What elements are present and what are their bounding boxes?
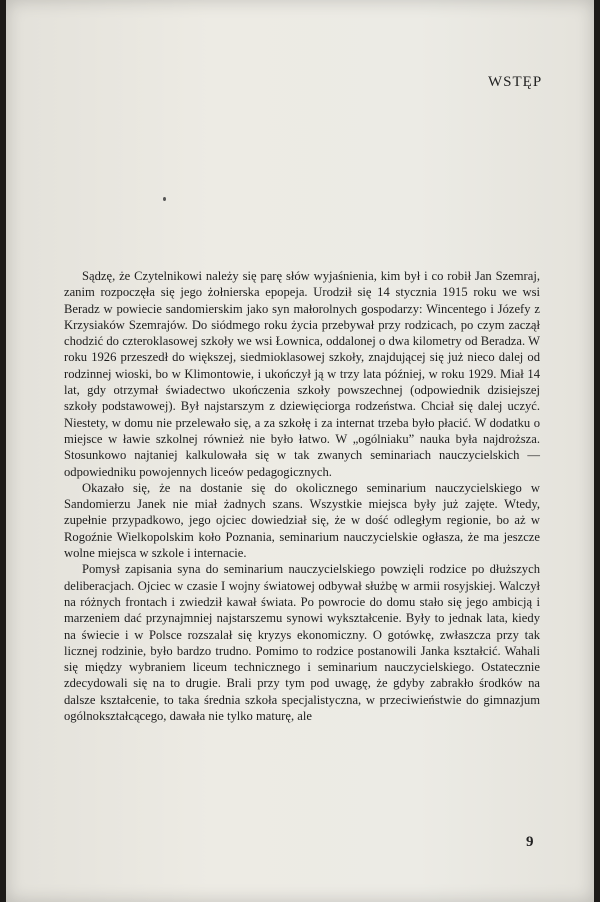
book-page [6, 0, 594, 902]
paragraph-2: Okazało się, że na dostanie się do okolicznego seminarium nauczycielskiego w Sandomierzu Janek nie miał żadnych szans. Wszystkie miejsca były już zajęte. Wtedy, zupełnie przypadkowo, jego ojciec dowiedział się, że w dość odległym regionie, bo aż w Rogoźnie Wielkopolskim koło Poznania, seminarium nauczycielskie ogłasza, że ma jeszcze wolne miejsca w szkole i internacie. [64, 480, 540, 561]
page-number: 9 [526, 834, 534, 850]
chapter-heading: WSTĘP [488, 74, 543, 90]
paragraph-1: Sądzę, że Czytelnikowi należy się parę słów wyjaśnienia, kim był i co robił Jan Szemraj, zanim rozpoczęła się jego żołnierska epopeja. Urodził się 14 stycznia 1915 roku we wsi Beradz w powiecie sandomierskim jako syn małorolnych gospodarzy: Wincentego i Józefy z Krzysiaków Szemrajów. Do siódmego roku życia przebywał przy rodzicach, po czym zaczął chodzić do czteroklasowej szkoły we wsi Łownica, oddalonej o dwa kilometry od Beradza. W roku 1926 przeszedł do większej, siedmioklasowej szkoły, znajdującej się już nieco dalej od rodzinnej wioski, bo w Klimontowie, i ukończył ją w trzy lata później, w roku 1929. Miał 14 lat, gdy otrzymał świadectwo ukończenia szkoły powszechnej (odpowiednik dzisiejszej szkoły podstawowej). Był najstarszym z dziewięciorga rodzeństwa. Chciał się dalej uczyć. Niestety, w domu nie przelewało się, a za szkołę i za internat trzeba było płacić. W dodatku o miejsce w ławie szkolnej również nie było łatwo. W „ogólniaku” nauka była najdroższa. Stosunkowo najtaniej kalkulowała się w tak zwanych seminariach nauczycielskich — odpowiedniku powojennych liceów pedagogicznych. [64, 269, 540, 479]
paragraph-3: Pomysł zapisania syna do seminarium nauczycielskiego powzięli rodzice po dłuższych deliberacjach. Ojciec w czasie I wojny światowej odbywał służbę w armii rosyjskiej. Walczył na różnych frontach i zwiedził kawał świata. Po powrocie do domu stało się jego ambicją i marzeniem dać przynajmniej najstarszemu synowi wykształcenie. Były to jednak lata, kiedy na świecie i w Polsce rozszalał się kryzys ekonomiczny. O gotówkę, zwłaszcza przy tak licznej rodzinie, było bardzo trudno. Pomimo to rodzice postanowili Janka kształcić. Wahali się między wybraniem liceum technicznego i seminarium nauczycielskiego. Ostatecznie zdecydowali się na to drugie. Brali przy tym pod uwagę, że gdyby zabrakło środków na dalsze kształcenie, to taka średnia szkoła specjalistyczna, w przeciwieństwie do gimnazjum ogólnokształcącego, dawała nie tylko maturę, ale [64, 562, 540, 724]
paper-speck [163, 197, 166, 201]
body-text [64, 268, 540, 724]
